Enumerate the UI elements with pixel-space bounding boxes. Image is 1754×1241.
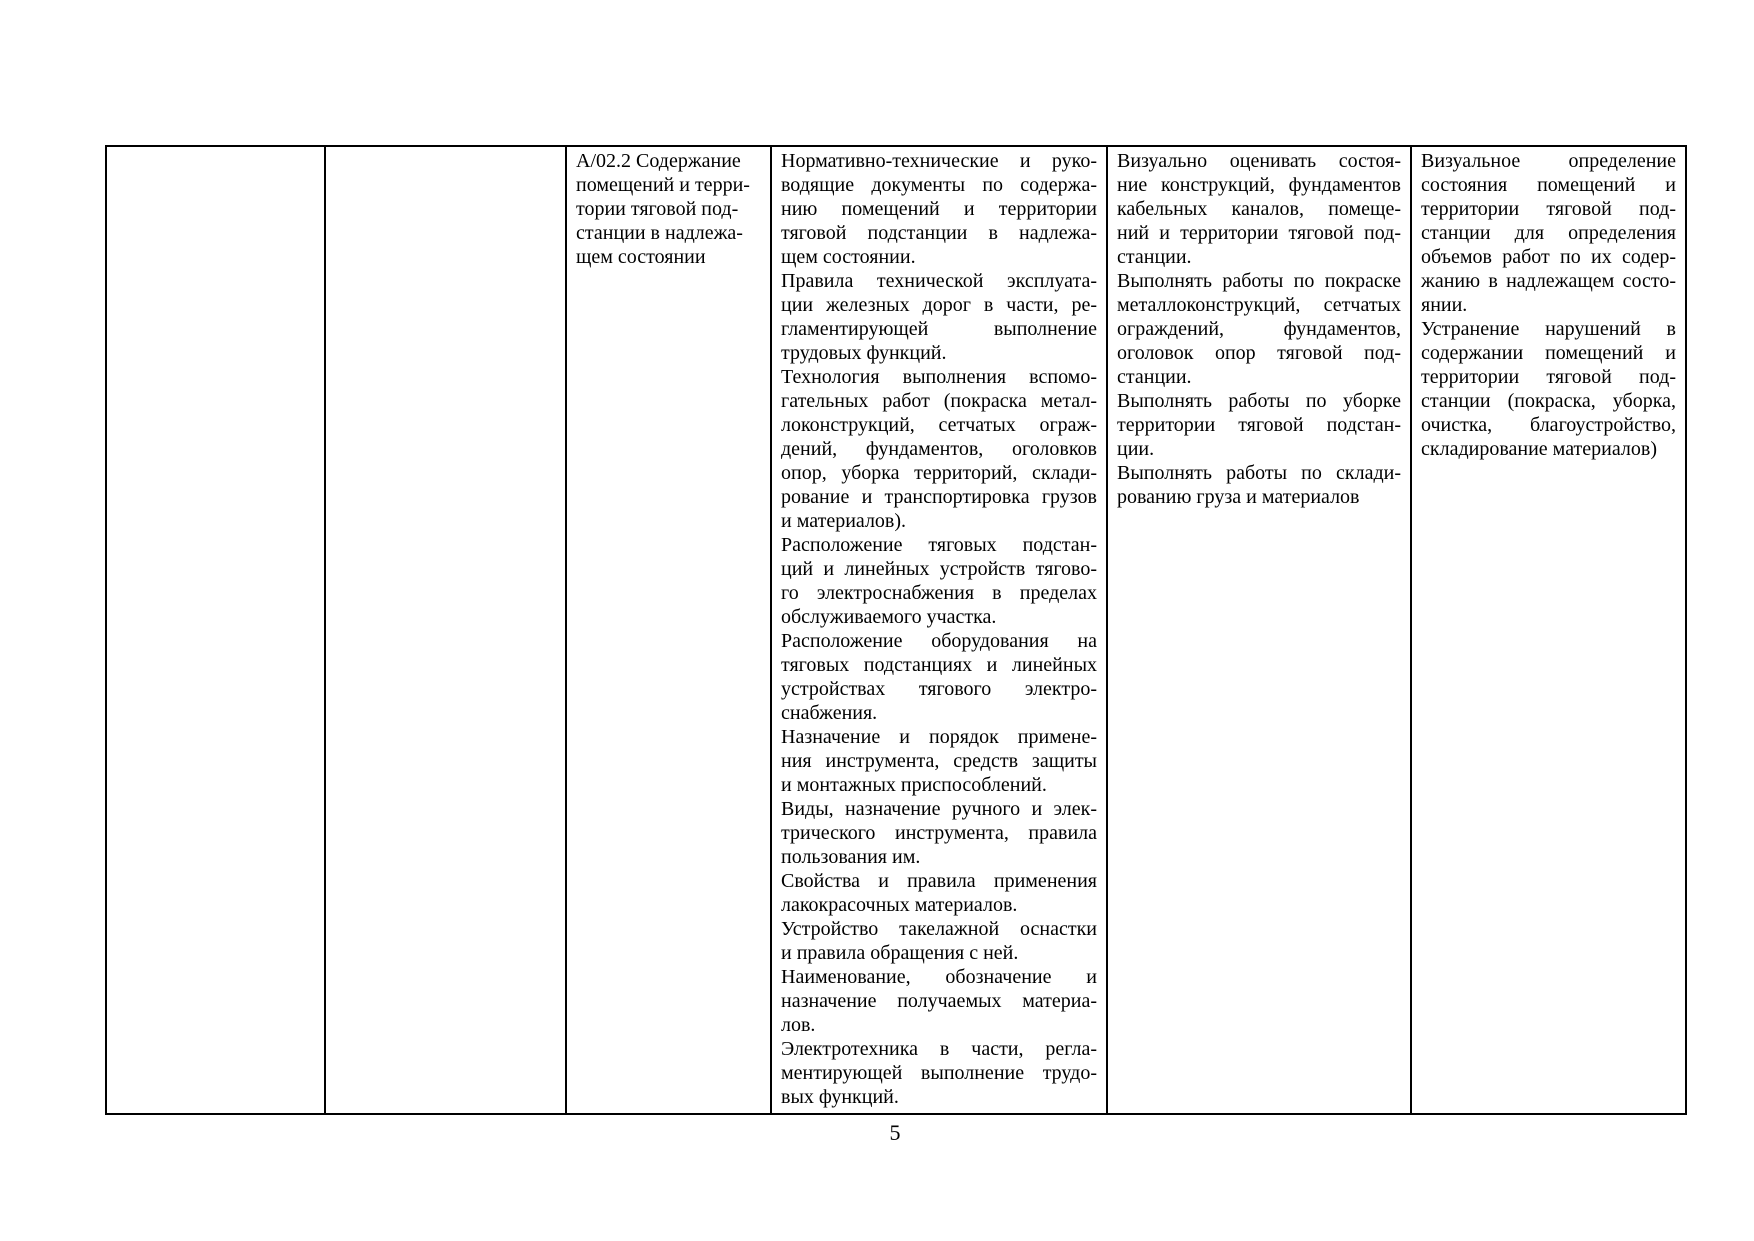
paragraph xyxy=(781,269,1097,365)
labor-actions-cell xyxy=(1411,146,1686,1114)
text-line: очистка, благоустройство, xyxy=(1421,414,1676,436)
text-line: Выполнять работы по склади- xyxy=(1117,462,1401,484)
text-line: устройствах тягового электро- xyxy=(781,678,1097,700)
text-line: ограждений, фундаментов, xyxy=(1117,318,1401,340)
text-line: Назначение и порядок примене- xyxy=(781,726,1097,748)
text-line: Электротехника в части, регла- xyxy=(781,1038,1097,1060)
text-line: водящие документы по содержа- xyxy=(781,174,1097,196)
text-line: лов. xyxy=(781,1014,816,1036)
text-line: Устранение нарушений в xyxy=(1421,318,1676,340)
text-line: жанию в надлежащем состо- xyxy=(1421,270,1676,292)
text-line: Выполнять работы по покраске xyxy=(1117,270,1401,292)
text-line: гламентирующей выполнение xyxy=(781,318,1097,340)
text-line: гательных работ (покраска метал- xyxy=(781,390,1097,412)
paragraph xyxy=(1421,317,1676,461)
text-line: ние конструкций, фундаментов xyxy=(1117,174,1401,196)
paragraph xyxy=(1117,389,1401,461)
text-line: станции для определения xyxy=(1421,222,1676,244)
text-line: Расположение оборудования на xyxy=(781,630,1097,652)
text-line: снабжения. xyxy=(781,702,878,724)
necessary-skills-cell xyxy=(1107,146,1411,1114)
text-line: Визуально оценивать состоя- xyxy=(1117,150,1401,172)
paragraph xyxy=(781,725,1097,797)
paragraph xyxy=(781,149,1097,269)
labor-functions-table xyxy=(105,145,1687,1115)
text-line: состояния помещений и xyxy=(1421,174,1676,196)
table-container xyxy=(105,145,1685,1146)
generalized-function-cell xyxy=(106,146,325,1114)
text-line: территории тяговой подстан- xyxy=(1117,414,1401,436)
text-line: дений, фундаментов, оголовков xyxy=(781,438,1097,460)
paragraph xyxy=(1421,149,1676,317)
text-line: станции. xyxy=(1117,246,1192,268)
text-line: Свойства и правила применения xyxy=(781,870,1097,892)
paragraph xyxy=(1117,149,1401,269)
text-line: рование и транспортировка грузов xyxy=(781,486,1097,508)
text-line: объемов работ по их содер- xyxy=(1421,246,1676,268)
text-line: ции железных дорог в части, ре- xyxy=(781,294,1097,316)
text-line: янии. xyxy=(1421,294,1468,316)
text-line: рованию груза и материалов xyxy=(1117,486,1360,508)
table-row xyxy=(106,146,1686,1114)
text-line: оголовок опор тяговой под- xyxy=(1117,342,1401,364)
text-line: содержании помещений и xyxy=(1421,342,1676,364)
text-line: Виды, назначение ручного и элек- xyxy=(781,798,1097,820)
text-line: территории тяговой под- xyxy=(1421,366,1676,388)
text-line: кабельных каналов, помеще- xyxy=(1117,198,1401,220)
text-line: Правила технической эксплуата- xyxy=(781,270,1097,292)
text-line: трического инструмента, правила xyxy=(781,822,1097,844)
text-line: ния инструмента, средств защиты xyxy=(781,750,1097,772)
text-line: и монтажных приспособлений. xyxy=(781,774,1047,796)
text-line: Нормативно-технические и руко- xyxy=(781,150,1097,172)
text-line: помещений и терри- xyxy=(576,174,750,196)
necessary-knowledge-cell xyxy=(771,146,1107,1114)
text-line: тяговых подстанциях и линейных xyxy=(781,654,1097,676)
text-line: щем состоянии xyxy=(576,246,706,268)
empty-continuation-cell xyxy=(325,146,566,1114)
text-line: Выполнять работы по уборке xyxy=(1117,390,1401,412)
text-line: станции (покраска, уборка, xyxy=(1421,390,1676,412)
paragraph xyxy=(1117,461,1401,509)
text-line: Технология выполнения вспомо- xyxy=(781,366,1097,388)
text-line: Визуальное определение xyxy=(1421,150,1676,172)
paragraph xyxy=(576,149,761,269)
paragraph xyxy=(781,629,1097,725)
text-line: и правила обращения с ней. xyxy=(781,942,1019,964)
text-line: А/02.2 Содержание xyxy=(576,150,741,172)
paragraph xyxy=(781,965,1097,1037)
text-line: пользования им. xyxy=(781,846,921,868)
text-line: ции. xyxy=(1117,438,1155,460)
text-line: назначение получаемых материа- xyxy=(781,990,1097,1012)
text-line: щем состоянии. xyxy=(781,246,916,268)
text-line: опор, уборка территорий, склади- xyxy=(781,462,1097,484)
paragraph xyxy=(781,1037,1097,1109)
text-line: территории тяговой под- xyxy=(1421,198,1676,220)
text-line: тяговой подстанции в надлежа- xyxy=(781,222,1097,244)
paragraph xyxy=(781,533,1097,629)
paragraph xyxy=(781,869,1097,917)
paragraph xyxy=(781,365,1097,533)
text-line: вых функций. xyxy=(781,1086,899,1108)
text-line: Расположение тяговых подстан- xyxy=(781,534,1097,556)
text-line: лакокрасочных материалов. xyxy=(781,894,1018,916)
paragraph xyxy=(781,797,1097,869)
text-line: тории тяговой под- xyxy=(576,198,739,220)
text-line: складирование материалов) xyxy=(1421,438,1658,460)
text-line: ментирующей выполнение трудо- xyxy=(781,1062,1097,1084)
text-line: Наименование, обозначение и xyxy=(781,966,1097,988)
labor-function-code-cell xyxy=(566,146,771,1114)
text-line: трудовых функций. xyxy=(781,342,947,364)
text-line: локонструкций, сетчатых ограж- xyxy=(781,414,1097,436)
text-line: Устройство такелажной оснастки xyxy=(781,918,1097,940)
text-line: го электроснабжения в пределах xyxy=(781,582,1097,604)
text-line: металлоконструкций, сетчатых xyxy=(1117,294,1401,316)
text-line: обслуживаемого участка. xyxy=(781,606,997,628)
page-number: 5 xyxy=(889,1120,901,1145)
paragraph xyxy=(1117,269,1401,389)
text-line: и материалов). xyxy=(781,510,907,532)
text-line: ций и линейных устройств тягово- xyxy=(781,558,1097,580)
text-line: нию помещений и территории xyxy=(781,198,1097,220)
text-line: станции. xyxy=(1117,366,1192,388)
text-line: ний и территории тяговой под- xyxy=(1117,222,1401,244)
paragraph xyxy=(781,917,1097,965)
text-line: станции в надлежа- xyxy=(576,222,743,244)
